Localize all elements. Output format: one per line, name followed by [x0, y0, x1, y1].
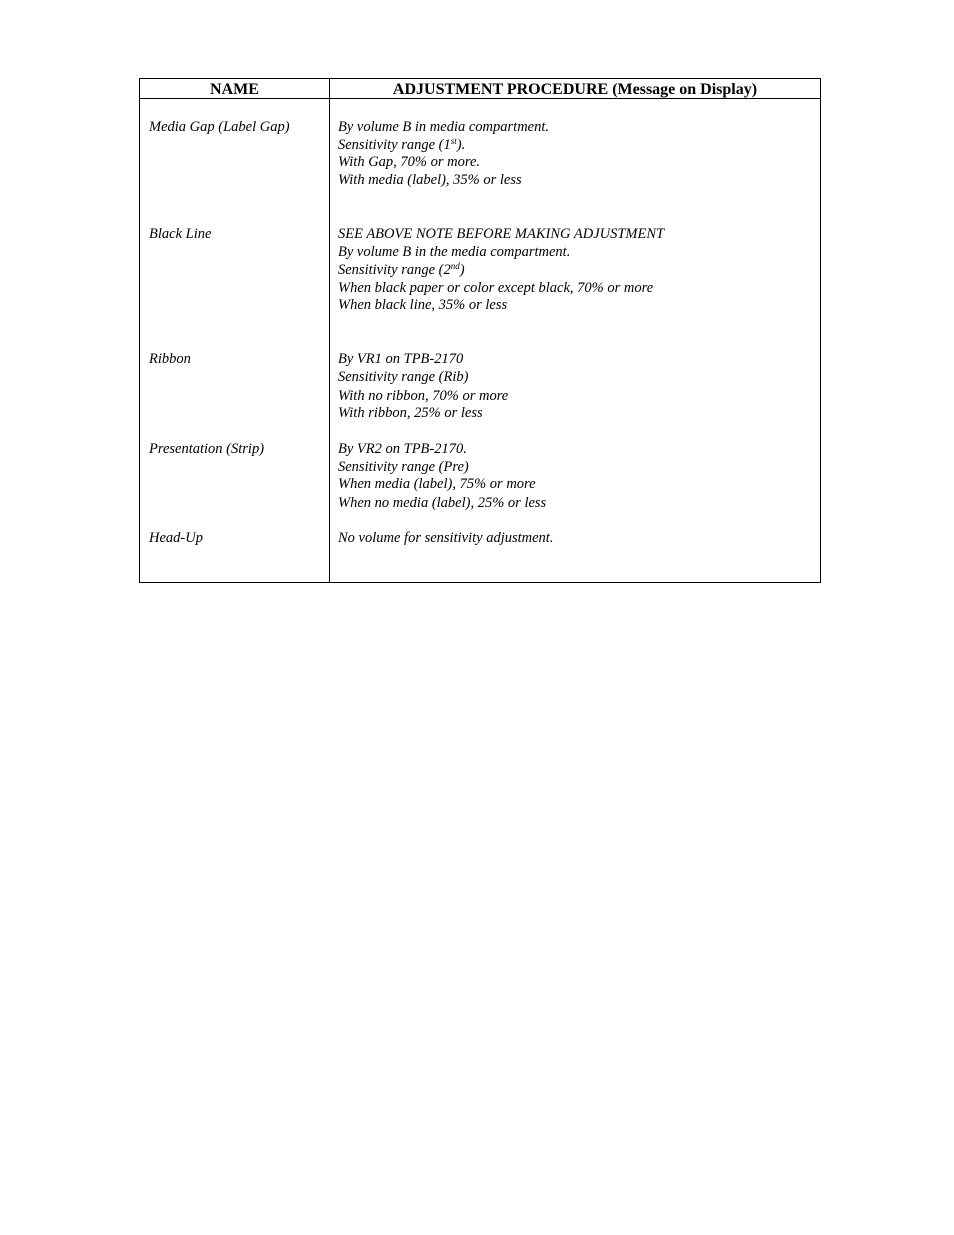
procedure-line: With media (label), 35% or less: [338, 172, 522, 188]
procedure-line: [338, 136, 465, 154]
procedure-line: SEE ABOVE NOTE BEFORE MAKING ADJUSTMENT: [338, 226, 665, 242]
procedure-line: With Gap, 70% or more.: [338, 154, 481, 170]
line-text: Sensitivity range (2: [338, 262, 451, 278]
header-procedure: ADJUSTMENT PROCEDURE (Message on Display): [392, 81, 758, 98]
superscript: st: [450, 136, 457, 146]
line-text: ).: [456, 137, 466, 153]
procedure-line: When black paper or color except black, 70% or more: [338, 280, 654, 296]
row-name-black-line: Black Line: [149, 226, 212, 242]
procedure-line: [338, 261, 465, 279]
header-name: NAME: [210, 81, 259, 98]
row-name-presentation: Presentation (Strip): [149, 441, 265, 457]
procedure-line: By VR1 on TPB-2170: [338, 351, 464, 367]
header-rule: [140, 98, 820, 99]
procedure-line: By volume B in the media compartment.: [338, 244, 571, 260]
procedure-line: Sensitivity range (Rib): [338, 369, 469, 385]
procedure-line: By volume B in media compartment.: [338, 119, 550, 135]
row-name-media-gap: Media Gap (Label Gap): [149, 119, 290, 135]
row-name-ribbon: Ribbon: [149, 351, 191, 367]
line-text: Sensitivity range (1: [338, 137, 451, 153]
procedure-line: Sensitivity range (Pre): [338, 459, 469, 475]
procedure-line: When black line, 35% or less: [338, 297, 508, 313]
line-text: ): [459, 262, 465, 278]
procedure-line: By VR2 on TPB-2170.: [338, 441, 467, 457]
procedure-line: No volume for sensitivity adjustment.: [338, 530, 554, 546]
procedure-line: When no media (label), 25% or less: [338, 495, 547, 511]
procedure-line: With no ribbon, 70% or more: [338, 388, 509, 404]
column-divider: [329, 79, 330, 582]
superscript: nd: [450, 261, 460, 271]
procedure-line: When media (label), 75% or more: [338, 476, 536, 492]
procedure-line: With ribbon, 25% or less: [338, 405, 483, 421]
adjustment-table: [139, 78, 821, 583]
row-name-head-up: Head-Up: [149, 530, 203, 546]
